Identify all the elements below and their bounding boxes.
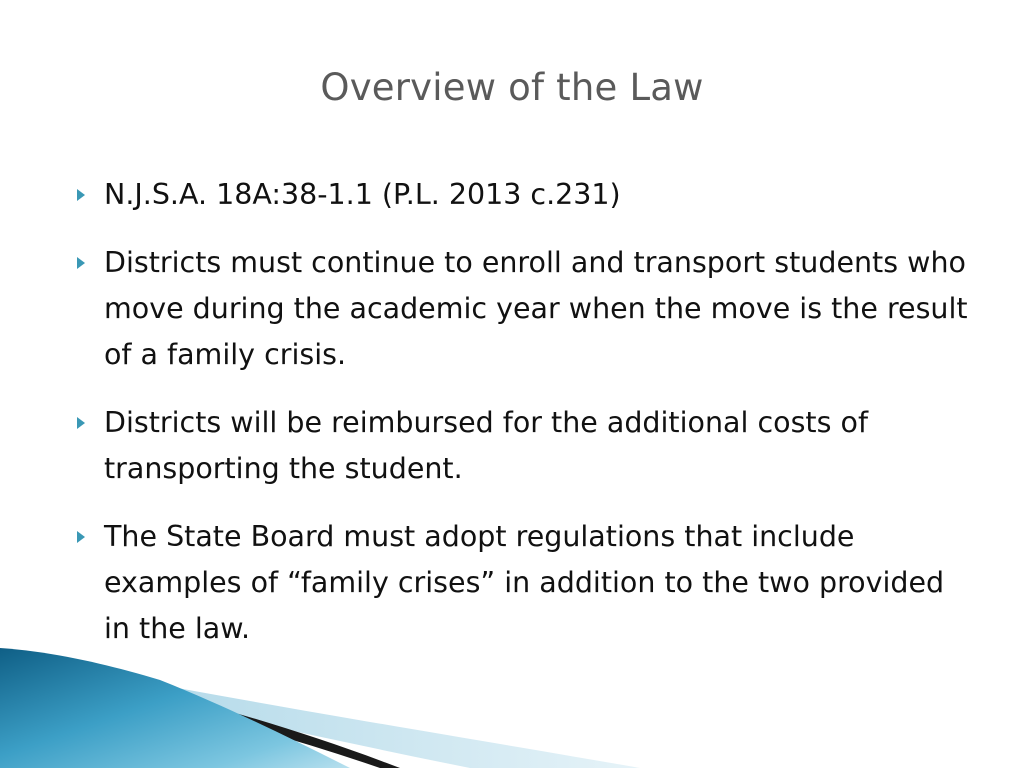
bullet-item: [72, 240, 972, 378]
slide-title: Overview of the Law: [320, 66, 704, 109]
bullet-item: [72, 400, 972, 492]
bullet-list: [72, 172, 972, 674]
triangle-right-icon: [77, 417, 85, 429]
triangle-right-icon: [77, 189, 85, 201]
triangle-right-icon: [77, 257, 85, 269]
bullet-text: N.J.S.A. 18A:38-1.1 (P.L. 2013 c.231): [104, 178, 621, 211]
bullet-item: [72, 514, 972, 652]
bullet-text: Districts must continue to enroll and transport students who move during the academic year when the move is the result of a family crisis.: [104, 246, 968, 371]
bullet-item: [72, 172, 972, 218]
dark-swoosh-line: [40, 664, 400, 768]
triangle-right-icon: [77, 531, 85, 543]
light-wave-band: [40, 662, 640, 768]
bullet-text: Districts will be reimbursed for the additional costs of transporting the student.: [104, 406, 868, 485]
bullet-text: The State Board must adopt regulations that include examples of “family crises” in addition to the two provided in the law.: [104, 520, 945, 645]
